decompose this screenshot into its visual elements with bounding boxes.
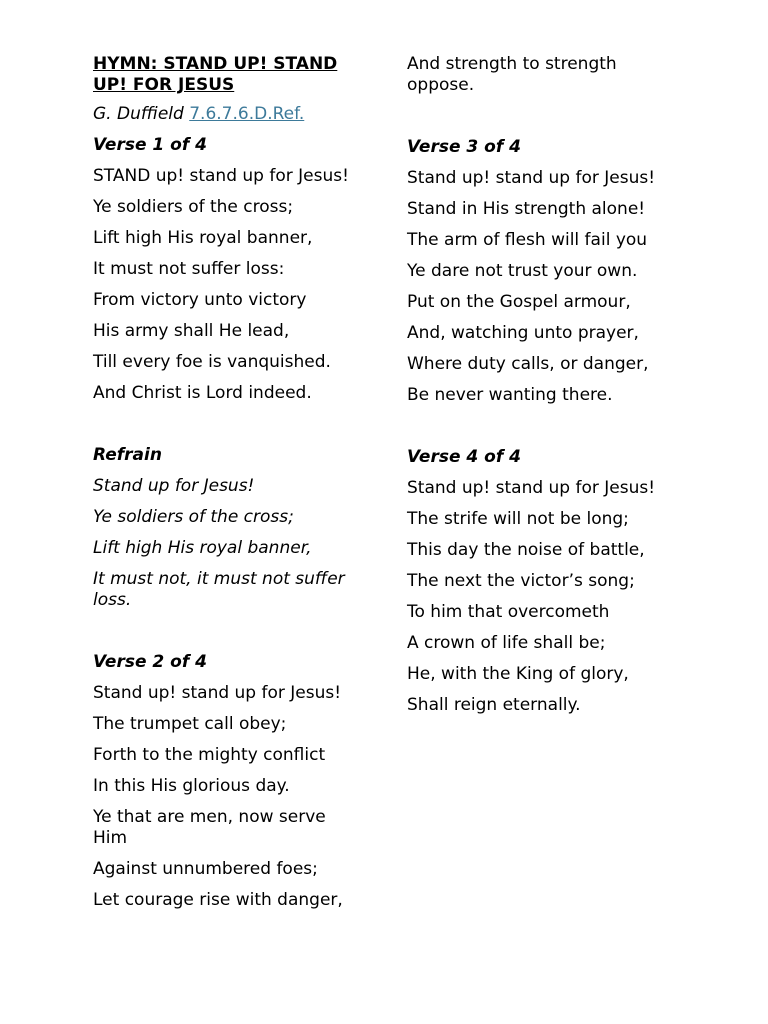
verse-line: Stand up! stand up for Jesus! — [407, 168, 656, 188]
left-column — [93, 54, 365, 921]
verse-line: Against unnumbered foes; — [93, 859, 318, 879]
verse-line: Be never wanting there. — [407, 385, 613, 405]
verse-line: Where duty calls, or danger, — [407, 354, 649, 374]
verse-line: Let courage rise with danger, — [93, 890, 343, 910]
verse-line: The strife will not be long; — [407, 509, 629, 529]
verse-line: Stand up! stand up for Jesus! — [407, 478, 656, 498]
meter-link[interactable]: 7.6.7.6.D.Ref. — [189, 104, 305, 124]
verse-line: The arm of flesh will fail you — [407, 230, 648, 250]
stanza-spacer — [407, 106, 679, 137]
verse-line: Shall reign eternally. — [407, 695, 581, 715]
verse-line: A crown of life shall be; — [407, 633, 606, 653]
verse-line: His army shall He lead, — [93, 321, 290, 341]
verse-line: Lift high His royal banner, — [93, 228, 313, 248]
stanza-spacer — [407, 416, 679, 447]
refrain-line: Stand up for Jesus! — [93, 476, 255, 496]
refrain-line: Lift high His royal banner, — [93, 538, 312, 558]
verse-line: In this His glorious day. — [93, 776, 290, 796]
verse-line: Stand in His strength alone! — [407, 199, 646, 219]
verse-line: Put on the Gospel armour, — [407, 292, 631, 312]
byline — [93, 104, 365, 125]
refrain-line: Ye soldiers of the cross; — [93, 507, 294, 527]
hymn-title: HYMN: STAND UP! STAND UP! FOR JESUS — [93, 54, 338, 95]
verse-line: To him that overcometh — [407, 602, 610, 622]
stanza-spacer — [93, 414, 365, 445]
verse-line: This day the noise of battle, — [407, 540, 645, 560]
verse-heading: Verse 2 of 4 — [93, 652, 207, 672]
verse-line: Ye that are men, now serve Him — [93, 807, 326, 848]
verse-line: Till every foe is vanquished. — [93, 352, 331, 372]
verse-line: From victory unto victory — [93, 290, 307, 310]
verse-line: And, watching unto prayer, — [407, 323, 639, 343]
stanza-spacer — [93, 621, 365, 652]
verse-line: It must not suffer loss: — [93, 259, 285, 279]
verse-line: And strength to strength oppose. — [407, 54, 617, 95]
verse-line: Forth to the mighty conflict — [93, 745, 326, 765]
verse-line: STAND up! stand up for Jesus! — [93, 166, 349, 186]
verse-line: Stand up! stand up for Jesus! — [93, 683, 342, 703]
verse-heading: Verse 4 of 4 — [407, 447, 521, 467]
verse-line: He, with the King of glory, — [407, 664, 629, 684]
refrain-heading: Refrain — [93, 445, 162, 465]
verse-heading: Verse 1 of 4 — [93, 135, 207, 155]
author-name: G. Duffield — [93, 104, 184, 124]
verse-line: The trumpet call obey; — [93, 714, 287, 734]
verse-line: Ye dare not trust your own. — [407, 261, 638, 281]
verse-line: The next the victor’s song; — [407, 571, 635, 591]
refrain-line: It must not, it must not suffer loss. — [93, 569, 345, 610]
verse-line: And Christ is Lord indeed. — [93, 383, 312, 403]
verse-line: Ye soldiers of the cross; — [93, 197, 294, 217]
verse-heading: Verse 3 of 4 — [407, 137, 521, 157]
right-column — [407, 54, 679, 726]
